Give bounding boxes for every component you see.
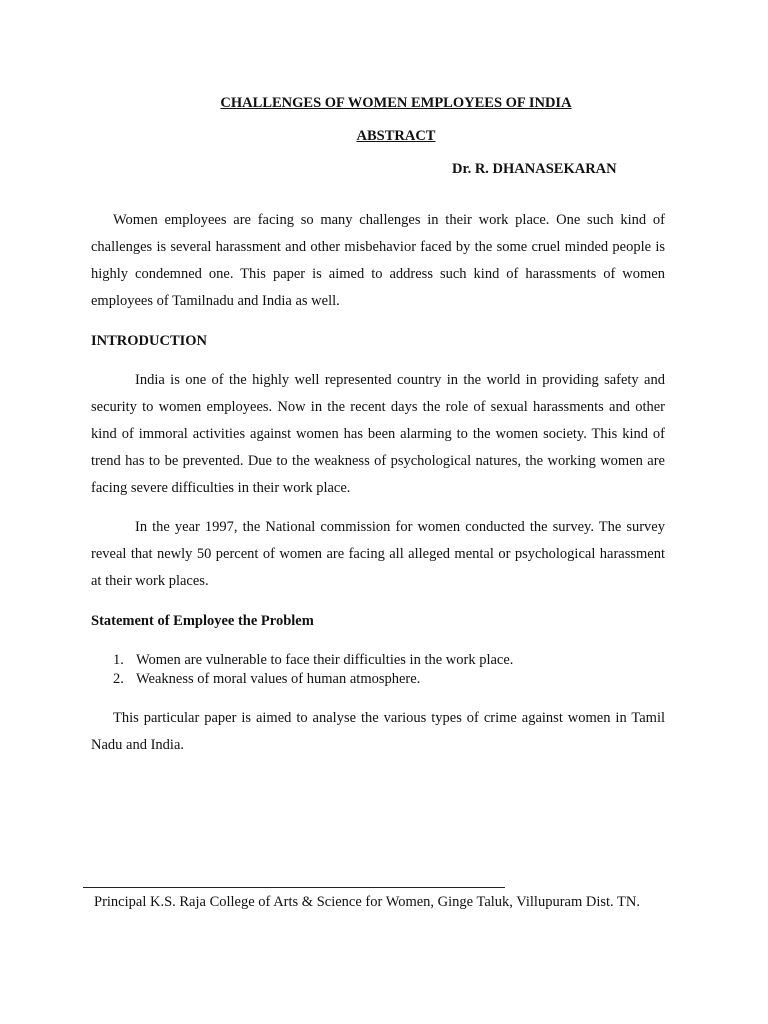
list-item-text: Weakness of moral values of human atmosphere. xyxy=(136,671,421,687)
list-item xyxy=(91,651,665,670)
closing-paragraph: This particular paper is aimed to analyse the various types of crime against women in Tamil Nadu and India. xyxy=(91,710,665,753)
footnote: Principal K.S. Raja College of Arts & Science for Women, Ginge Taluk, Villupuram Dist. TN. xyxy=(94,894,640,910)
statement-heading: Statement of Employee the Problem xyxy=(91,613,314,629)
list-item-number: 1. xyxy=(113,652,124,668)
list-item xyxy=(91,670,665,689)
introduction-paragraph-1: India is one of the highly well represented country in the world in providing safety and security to women employees. Now in the recent days the role of sexual harassments and other kind of immoral activities against women has been alarming to the women society. This kind of trend has to be prevented. Due to the weakness of psychological natures, the working women are facing severe difficulties in their work place. xyxy=(91,372,665,496)
problem-list xyxy=(91,651,665,689)
introduction-paragraph-2: In the year 1997, the National commission for women conducted the survey. The survey reveal that newly 50 percent of women are facing all alleged mental or psychological harassment at their work places. xyxy=(91,519,665,589)
abstract-paragraph: Women employees are facing so many challenges in their work place. One such kind of challenges is several harassment and other misbehavior faced by the some cruel minded people is highly condemned one. This paper is aimed to address such kind of harassments of women employees of Tamilnadu and India as well. xyxy=(91,212,665,309)
introduction-heading: INTRODUCTION xyxy=(91,333,208,349)
paper-title: CHALLENGES OF WOMEN EMPLOYEES OF INDIA xyxy=(220,95,572,111)
abstract-heading: ABSTRACT xyxy=(356,128,436,144)
footnote-divider xyxy=(83,887,505,888)
list-item-number: 2. xyxy=(113,671,124,687)
author-name: Dr. R. DHANASEKARAN xyxy=(452,161,617,177)
list-item-text: Women are vulnerable to face their difficulties in the work place. xyxy=(136,652,514,668)
